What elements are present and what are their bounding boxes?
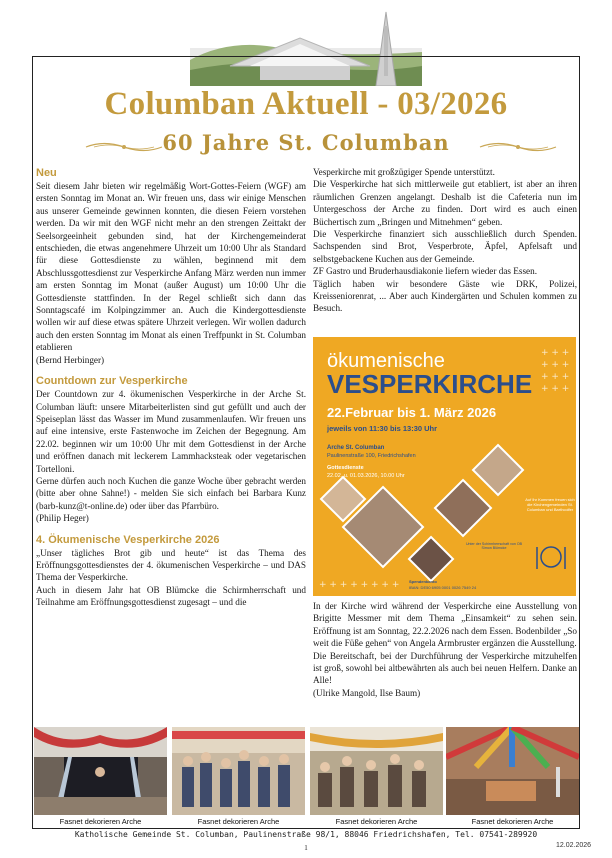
poster-right-note: Auf Ihr Kommen freuen sich die Kirchengemeinden St. Columban und Barthcolfer — [525, 497, 575, 512]
right-paragraph-5: Täglich haben wir besondere Gäste wie DRK, Polizei, Kreisseniorenrat, ... Aber auch Kindergärten und Schulen kommen zu Besuch. — [313, 278, 577, 314]
subtitle-row — [32, 128, 580, 158]
photo-3 — [310, 727, 443, 815]
print-date: 12.02.2026 — [556, 842, 592, 849]
page-subtitle: 60 Jahre St. Columban — [162, 130, 450, 155]
poster-venue-1: Arche St. Columban — [327, 445, 385, 451]
page-title: Columban Aktuell - 03/2026 — [104, 86, 508, 122]
left-column — [36, 166, 306, 609]
vesper-text-2: Auch in diesem Jahr hat OB Blümcke die Schirmherrschaft und Teilnahme am Eröffnungsgottesdienst zugesagt – und die — [36, 584, 306, 608]
countdown-text-2: Gerne dürfen auch noch Kuchen die ganze Woche über gebracht werden (bitte aber ohne Sahne!) - melden Sie sich einfach bei Barbara Kunz (barb-kunz@t-online.de) oder über das Pfarrbüro. — [36, 475, 306, 511]
photo-1-caption: Fasnet dekorieren Arche — [59, 817, 142, 826]
svg-text:+ + +: + + + — [541, 360, 570, 370]
poster-line-1: ökumenische — [327, 350, 445, 372]
photo-2-caption: Fasnet dekorieren Arche — [197, 817, 280, 826]
poster-dates: 22.Februar bis 1. März 2026 — [327, 405, 497, 420]
right-author: (Ulrike Mangold, Ilse Baum) — [313, 687, 421, 698]
svg-text:+ + +: + + + — [541, 384, 570, 394]
right-column-bottom — [313, 600, 577, 699]
right-paragraph-2: Die Vesperkirche hat sich mittlerweile gut etabliert, ist aber an ihren räumlichen Grenzen angelangt. Deshalb ist die Cafeteria nun im Untergeschoss der Arche zu finden. Dort wird es auch einen Büchertisch zum „Bringen und Mitnehmen“ geben. — [313, 179, 577, 227]
svg-text:+ + +: + + + — [541, 348, 570, 358]
poster-graphic — [313, 337, 576, 596]
photo-3-caption: Fasnet dekorieren Arche — [335, 817, 418, 826]
right-paragraph-6: In der Kirche wird während der Vesperkirche eine Ausstellung von Brigitte Messmer mit dem Thema „Einsamkeit“ zu sehen sein. Eröffnung ist am Sonntag, 22.2.2026 nach dem Essen. Bodenbilder „So weit die Füße gehen“ von Angela Armbruster ergänzen die Ausstellung. — [313, 601, 577, 649]
footer-address: Katholische Gemeinde St. Columban, Paulinenstraße 98/1, 88046 Friedrichshafen, Tel. 07541-289920 — [74, 830, 538, 839]
right-column-top — [313, 166, 577, 315]
photo-1 — [34, 727, 167, 815]
vesper-text: „Unser tägliches Brot gib und heute“ ist das Thema des Eröffnungsgottesdienstes der 4. ökumenischen Vesperkirche – und DAS Thema der Vesperkirche. — [36, 547, 306, 583]
poster-service-label: Gottesdienste — [327, 465, 364, 471]
vesperkirche-poster — [313, 337, 576, 596]
right-paragraph-3: Die Vesperkirche finanziert sich ausschließlich durch Spenden. Sachspenden sind Brot, Vesperbrote, Äpfel, Apfelsaft und selbstgebackene Kuchen aus der Gemeinde. — [313, 229, 577, 264]
countdown-heading: Countdown zur Vesperkirche — [36, 375, 188, 388]
right-paragraph-4: ZF Gastro und Bruderhausdiakonie liefern wieder das Essen. — [313, 266, 538, 277]
countdown-author: (Philip Heger) — [36, 513, 89, 524]
svg-text:+ + + + + + + +: + + + + + + + + — [319, 580, 400, 590]
right-flourish-ornament — [478, 140, 558, 154]
right-paragraph-7: Die Bereitschaft, bei der Durchführung der Vesperkirche mitzuhelfen ist groß, sowohl bei altbewährten als auch bei neuen Helfern. Danke an Alle! — [313, 650, 577, 686]
poster-service-dates: 22.02. u. 01.03.2026, 10.00 Uhr — [327, 473, 405, 479]
right-paragraph-1: Vesperkirche mit großzügiger Spende unterstützt. — [313, 167, 495, 177]
svg-text:+ + +: + + + — [541, 372, 570, 382]
neu-text: Seit diesem Jahr bieten wir regelmäßig Wort-Gottes-Feiern (WGF) am ersten Sonntag im Monat an. Wir freuen uns, dass wir einige Menschen aus unserer Gemeinde gewinnen konnten, die diesen Feiern vorstehen werden. Da wir mit den WGF nicht mehr an den strengen Zeittakt der Seelsorgeeinheit gebunden sind, hat der Kirchengemeinderat entschieden, die etwas angenehmere Uhrzeit um 10:00 Uhr als Standard für diese Gottesdienste zu wählen, beginnend mit dem Abschlussgottesdienst zur Vesperkirche Anfang März werden nun immer am ersten Sonntag im Monat (außer August) um 10:00 Uhr die Gottesdienste stattfinden. In der Regel schließt sich dann das Sonntagscafé im Kolpingzimmer an. Auch die Kindergottesdienste wollen wir auf diese etwas spätere Uhrzeit verlegen. Wir wollen dadurch auch den ersten Sonntag im Monat als einen Treffpunkt in St. Columban etablieren — [36, 181, 306, 353]
poster-venue-2: Paulinenstraße 100, Friedrichshafen — [327, 453, 416, 459]
poster-iban: IBAN: DE50 6905 0001 0026 7549 24 — [409, 585, 477, 590]
vesper-heading: 4. Ökumenische Vesperkirche 2026 — [36, 533, 220, 546]
photo-4-caption: Fasnet dekorieren Arche — [471, 817, 554, 826]
photo-4 — [446, 727, 579, 815]
poster-line-2: VESPERKIRCHE — [327, 369, 533, 399]
poster-times: jeweils von 11:30 bis 13:30 Uhr — [327, 424, 438, 433]
photo-2 — [172, 727, 305, 815]
page-number: 1 — [304, 844, 308, 852]
poster-bank-label: Spendenkonto — [409, 579, 437, 584]
poster-patron: Unter der Schirmherrschaft von OB Simon Blümcke — [465, 542, 523, 551]
neu-author: (Bernd Herbinger) — [36, 354, 105, 365]
neu-heading: Neu — [36, 167, 57, 179]
countdown-text: Der Countdown zur 4. ökumenischen Vesperkirche in der Arche St. Columban läuft: unsere Mitarbeiterlisten sind gut gefüllt und auch der Speiseplan lässt das Wasser im Mund zusammenlaufen. Wir freuen uns auf eine intensive, erste Fastenwoche im Zeichen der Begegnung. Am 22.02. beginnen wir um 10:00 Uhr mit dem Gottesdienst in der Arche und eröffnen danach mit leckerem Lammhacksteak oder vegetarischen Tortelloni. — [36, 389, 306, 474]
